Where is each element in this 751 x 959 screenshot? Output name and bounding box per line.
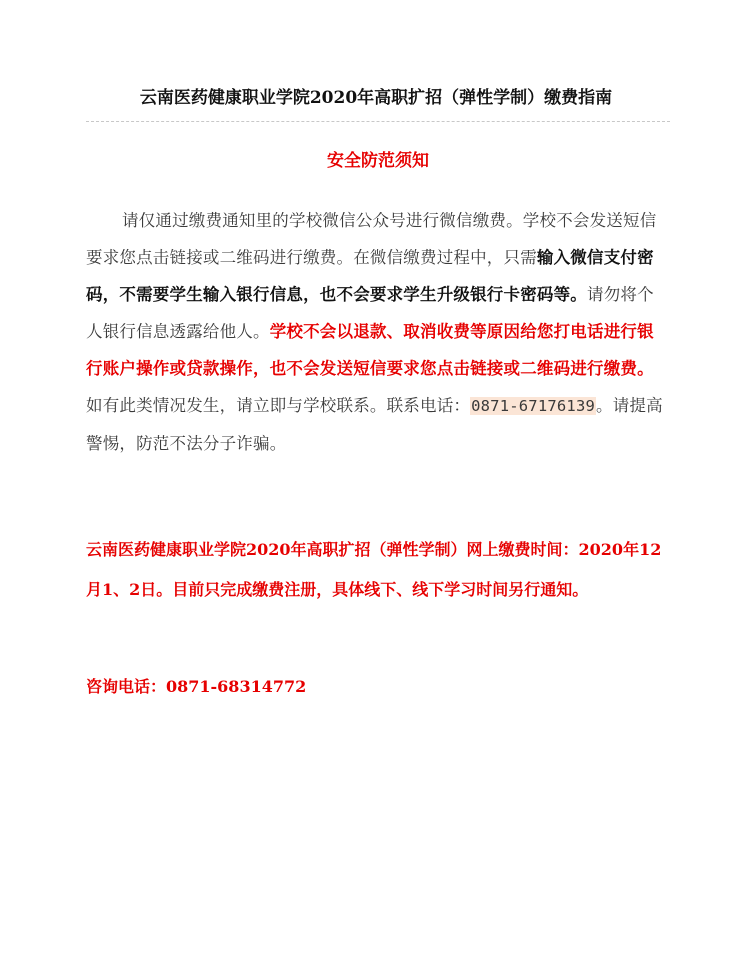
consult-phone: 咨询电话：0871-68314772 (86, 677, 307, 696)
document-title: 云南医药健康职业学院2020年高职扩招（弹性学制）缴费指南 (139, 88, 613, 108)
safety-notice-paragraph (86, 202, 670, 462)
notice-text-bold: 输入微信支付密码，不需要学生输入银行信息，也不会要求学生升级银行卡密码等。 (86, 248, 654, 304)
notice-text-warning: 学校不会以退款、取消收费等原因给您打电话进行银行账户操作或贷款操作，也不会发送短信要求您点击链接或二维码进行缴费。 (86, 322, 654, 378)
notice-text-1: 请仅通过缴费通知里的学校微信公众号进行微信缴费。学校不会发送短信要求您点击链接或二维码进行缴费。在微信缴费过程中，只需 (86, 211, 657, 267)
title-divider (86, 121, 670, 122)
section-heading-safety: 安全防范须知 (327, 151, 429, 171)
notice-text-2: 请勿将个人银行信息透露给他人。 (86, 285, 654, 341)
payment-schedule: 云南医药健康职业学院2020年高职扩招（弹性学制）网上缴费时间：2020年12月1、2日。目前只完成缴费注册，具体线下、线下学习时间另行通知。 (86, 540, 662, 599)
contact-phone-number: 0871-67176139 (471, 397, 596, 415)
notice-text-3: 如有此类情况发生，请立即与学校联系。联系电话： (86, 396, 471, 415)
notice-text-4: 。请提高警惕，防范不法分子诈骗。 (86, 396, 663, 453)
